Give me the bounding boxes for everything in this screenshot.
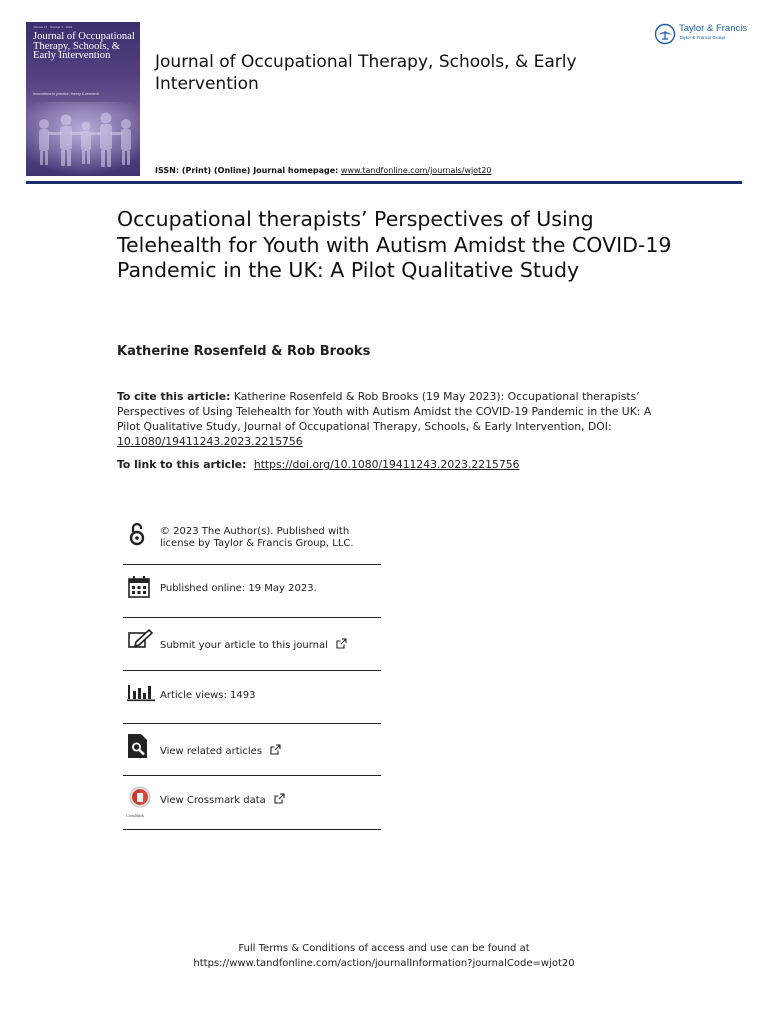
taylor-francis-logo-icon: [654, 22, 676, 46]
related-row[interactable]: [123, 724, 381, 776]
published-row: [123, 565, 381, 618]
crossmark-row[interactable]: [123, 776, 381, 830]
crossmark-icon: [127, 786, 153, 814]
citation-block: [117, 389, 657, 449]
crossmark-caption: CrossMark: [126, 813, 144, 818]
article-authors: Katherine Rosenfeld & Rob Brooks: [117, 344, 371, 359]
cover-children-illustration: [26, 102, 140, 176]
license-line-2: license by Taylor & Francis Group, LLC.: [160, 538, 354, 549]
cover-volume-text: Volume 17 · Number 1 · 2023: [33, 25, 73, 29]
publisher-name: Taylor & Francis: [679, 23, 748, 34]
terms-line-1: Full Terms & Conditions of access and use can be found at: [238, 943, 530, 954]
external-link-icon: [270, 744, 281, 755]
submit-article-link[interactable]: Submit your article to this journal: [160, 640, 328, 651]
cover-subtitle: Innovations in practice, theory & research: [33, 92, 100, 96]
article-info-list: [123, 512, 381, 830]
edit-pencil-icon: [127, 628, 153, 650]
license-line-1: © 2023 The Author(s). Published with: [160, 526, 350, 537]
publisher-group: Taylor & Francis Group: [679, 35, 726, 40]
link-label: To link to this article:: [117, 458, 247, 471]
journal-homepage-link[interactable]: www.tandfonline.com/journals/wjot20: [340, 166, 492, 175]
issn-line: [155, 166, 491, 175]
cover-title: Journal of Occupational Therapy, Schools, & Early Intervention: [33, 31, 135, 62]
calendar-icon: [127, 575, 151, 599]
view-related-articles-link[interactable]: View related articles: [160, 746, 263, 757]
article-link-line: [117, 458, 677, 471]
external-link-icon: [336, 638, 347, 649]
submit-row[interactable]: [123, 618, 381, 671]
journal-cover: [26, 22, 140, 176]
license-row: [123, 512, 381, 565]
bar-chart-icon: [127, 681, 155, 703]
article-views: Article views: 1493: [160, 690, 256, 701]
article-title: Occupational therapists’ Perspectives of Using Telehealth for Youth with Autism Amidst the COVID-19 Pandemic in the UK: A Pilot Qualitative Study: [117, 207, 672, 283]
related-articles-search-icon: [127, 733, 149, 759]
external-link-icon: [274, 793, 285, 804]
views-row: [123, 671, 381, 724]
issn-label: ISSN: (Print) (Online) Journal homepage:: [155, 166, 339, 175]
view-crossmark-link[interactable]: View Crossmark data: [160, 795, 266, 806]
journal-title: Journal of Occupational Therapy, Schools, & Early Intervention: [155, 52, 577, 94]
published-date: Published online: 19 May 2023.: [160, 583, 317, 594]
terms-footer: [0, 942, 768, 971]
cite-doi-link[interactable]: 10.1080/19411243.2023.2215756: [117, 435, 303, 448]
cite-label: To cite this article:: [117, 390, 231, 403]
terms-link[interactable]: https://www.tandfonline.com/action/journalInformation?journalCode=wjot20: [193, 957, 575, 969]
article-doi-link[interactable]: https://doi.org/10.1080/19411243.2023.2215756: [253, 458, 520, 471]
open-access-icon: [127, 521, 147, 547]
cite-text: Katherine Rosenfeld & Rob Brooks (19 May 2023): Occupational therapists’ Perspectives of Using Telehealth for Youth with Autism Amidst the COVID-19 Pandemic in the UK: A Pilot Qualitative Study, Journal of Occupational Therapy, Schools, & Early Intervention, DOI:: [117, 390, 652, 433]
header-divider: [26, 181, 742, 184]
